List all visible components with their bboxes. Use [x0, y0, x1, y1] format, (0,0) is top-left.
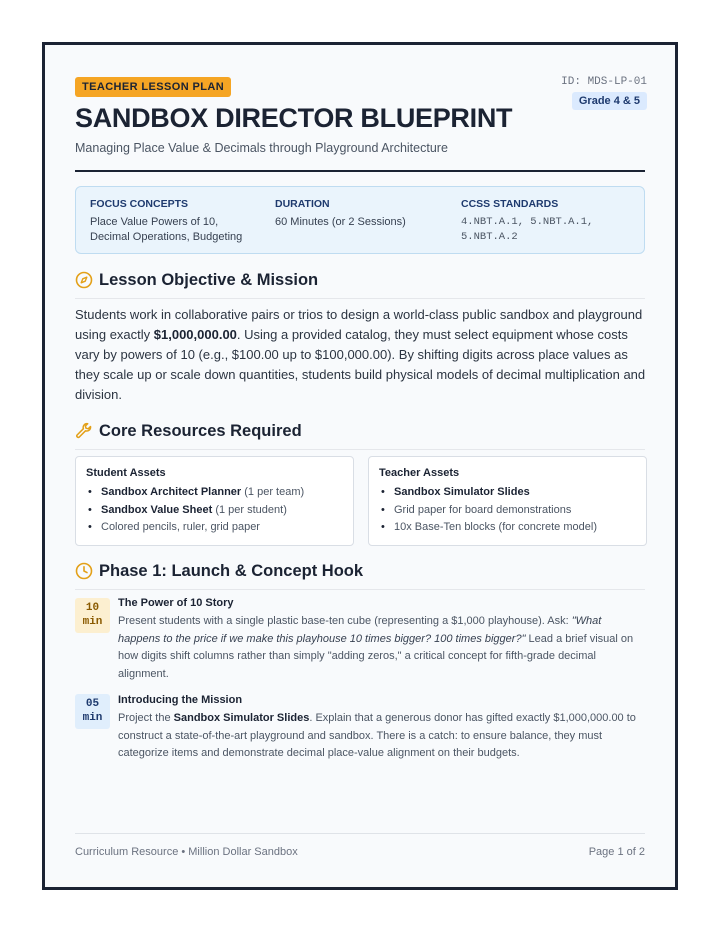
- page-title: SANDBOX DIRECTOR BLUEPRINT: [75, 103, 513, 133]
- step-quote: "What happens to the price if we make this playhouse 10 times bigger? 100 times bigger?": [118, 615, 602, 645]
- time-badge: [75, 694, 110, 729]
- list-item: [379, 519, 636, 537]
- student-assets-box: [75, 456, 354, 546]
- header-divider: [75, 170, 645, 172]
- list-item: [86, 484, 343, 502]
- time-badge-unit: min: [82, 616, 103, 628]
- list-item-bold: Sandbox Value Sheet: [101, 503, 213, 516]
- clock-icon: [75, 562, 93, 580]
- list-item-text: (1 per student): [212, 503, 287, 516]
- document-id: ID: MDS-LP-01: [561, 76, 647, 88]
- list-item-bold: Sandbox Architect Planner: [101, 486, 242, 498]
- footer-resource: Curriculum Resource • Million Dollar Sandbox: [75, 846, 298, 858]
- list-item-bold: Sandbox Simulator Slides: [394, 486, 530, 498]
- step-title: The Power of 10 Story: [118, 597, 234, 609]
- teacher-assets-box: [368, 456, 647, 546]
- objective-text-part: Students work in collaborative pairs or trios to design a world-class public sandbox and playground using exactly: [75, 307, 643, 342]
- focus-concepts-line: Decimal Operations, Budgeting: [90, 231, 243, 243]
- focus-summary-box: [75, 186, 645, 254]
- footer-divider: [75, 833, 645, 834]
- teacher-assets-heading: Teacher Assets: [379, 467, 460, 479]
- duration: [275, 198, 445, 230]
- step-body: [118, 613, 645, 683]
- time-badge-number: 05: [85, 698, 100, 710]
- step-body-text: Project the: [118, 712, 174, 724]
- objective-text-part: . Using a provided catalog, they must select equipment whose costs vary by powers of 10 (e.g., $100.00 up to $100,000.00). By shifting digits across place values as they scale up or scale down quantities, students build physical models of decimal multiplication and division.: [75, 327, 646, 402]
- focus-concepts-line: Place Value Powers of 10,: [90, 216, 219, 228]
- time-badge-number: 10: [85, 602, 100, 614]
- wrench-icon: [75, 422, 93, 440]
- step-body-text: . Explain that a generous donor has gifted exactly $1,000,000.00 to construct a state-of-the-art playground and sandbox. There is a catch: to ensure balance, they must categorize items and demonstrate decimal place-value alignment on their budgets.: [118, 712, 636, 759]
- teacher-assets-list: [379, 484, 636, 537]
- ccss-line: 4.NBT.A.1, 5.NBT.A.1,: [461, 216, 594, 228]
- list-item-text: Colored pencils, ruler, grid paper: [101, 521, 260, 533]
- time-badge-unit: min: [82, 712, 103, 724]
- list-item-text: Grid paper for board demonstrations: [394, 503, 572, 516]
- step-power-of-10: [118, 597, 645, 683]
- phase-section-header: [75, 562, 645, 590]
- objective-heading: Lesson Objective & Mission: [99, 271, 319, 289]
- objective-text: [75, 305, 647, 405]
- ccss-heading: CCSS STANDARDS: [461, 198, 559, 210]
- resources-section-header: [75, 422, 645, 450]
- page-number: Page 1 of 2: [588, 846, 645, 858]
- student-assets-heading: Student Assets: [86, 467, 166, 479]
- focus-concepts-heading: FOCUS CONCEPTS: [90, 198, 189, 210]
- step-body-text: Lead a brief visual on how digits shift columns rather than simply "adding zeros," a critical concept for fifth-grade decimal alignment.: [118, 632, 634, 680]
- step-bold: Sandbox Simulator Slides: [173, 712, 310, 724]
- step-body: [118, 710, 645, 763]
- lesson-plan-page: [42, 42, 678, 890]
- ccss-line: 5.NBT.A.2: [461, 231, 518, 243]
- phase-heading: Phase 1: Launch & Concept Hook: [99, 562, 364, 580]
- list-item: [379, 484, 636, 502]
- step-body-text: Present students with a single plastic base-ten cube (representing a $1,000 playhouse). Ask:: [118, 615, 572, 627]
- objective-section-header: [75, 271, 645, 299]
- list-item: [86, 519, 343, 537]
- duration-heading: DURATION: [275, 198, 330, 210]
- duration-value: 60 Minutes (or 2 Sessions): [275, 216, 406, 228]
- grade-badge: Grade 4 & 5: [572, 92, 647, 110]
- list-item-text: (1 per team): [241, 486, 305, 498]
- page-subtitle: Managing Place Value & Decimals through Playground Architecture: [75, 141, 448, 155]
- step-introducing-mission: [118, 694, 645, 763]
- list-item: [86, 502, 343, 520]
- compass-icon: [75, 271, 93, 289]
- ccss-standards: [461, 198, 641, 245]
- student-assets-list: [86, 484, 343, 537]
- focus-concepts: [90, 198, 260, 245]
- step-title: Introducing the Mission: [118, 694, 243, 706]
- list-item-text: 10x Base-Ten blocks (for concrete model): [394, 521, 597, 533]
- resources-heading: Core Resources Required: [99, 422, 302, 440]
- lesson-type-tag: TEACHER LESSON PLAN: [75, 77, 231, 97]
- list-item: [379, 502, 636, 520]
- budget-amount: $1,000,000.00: [153, 327, 237, 342]
- time-badge: [75, 598, 110, 633]
